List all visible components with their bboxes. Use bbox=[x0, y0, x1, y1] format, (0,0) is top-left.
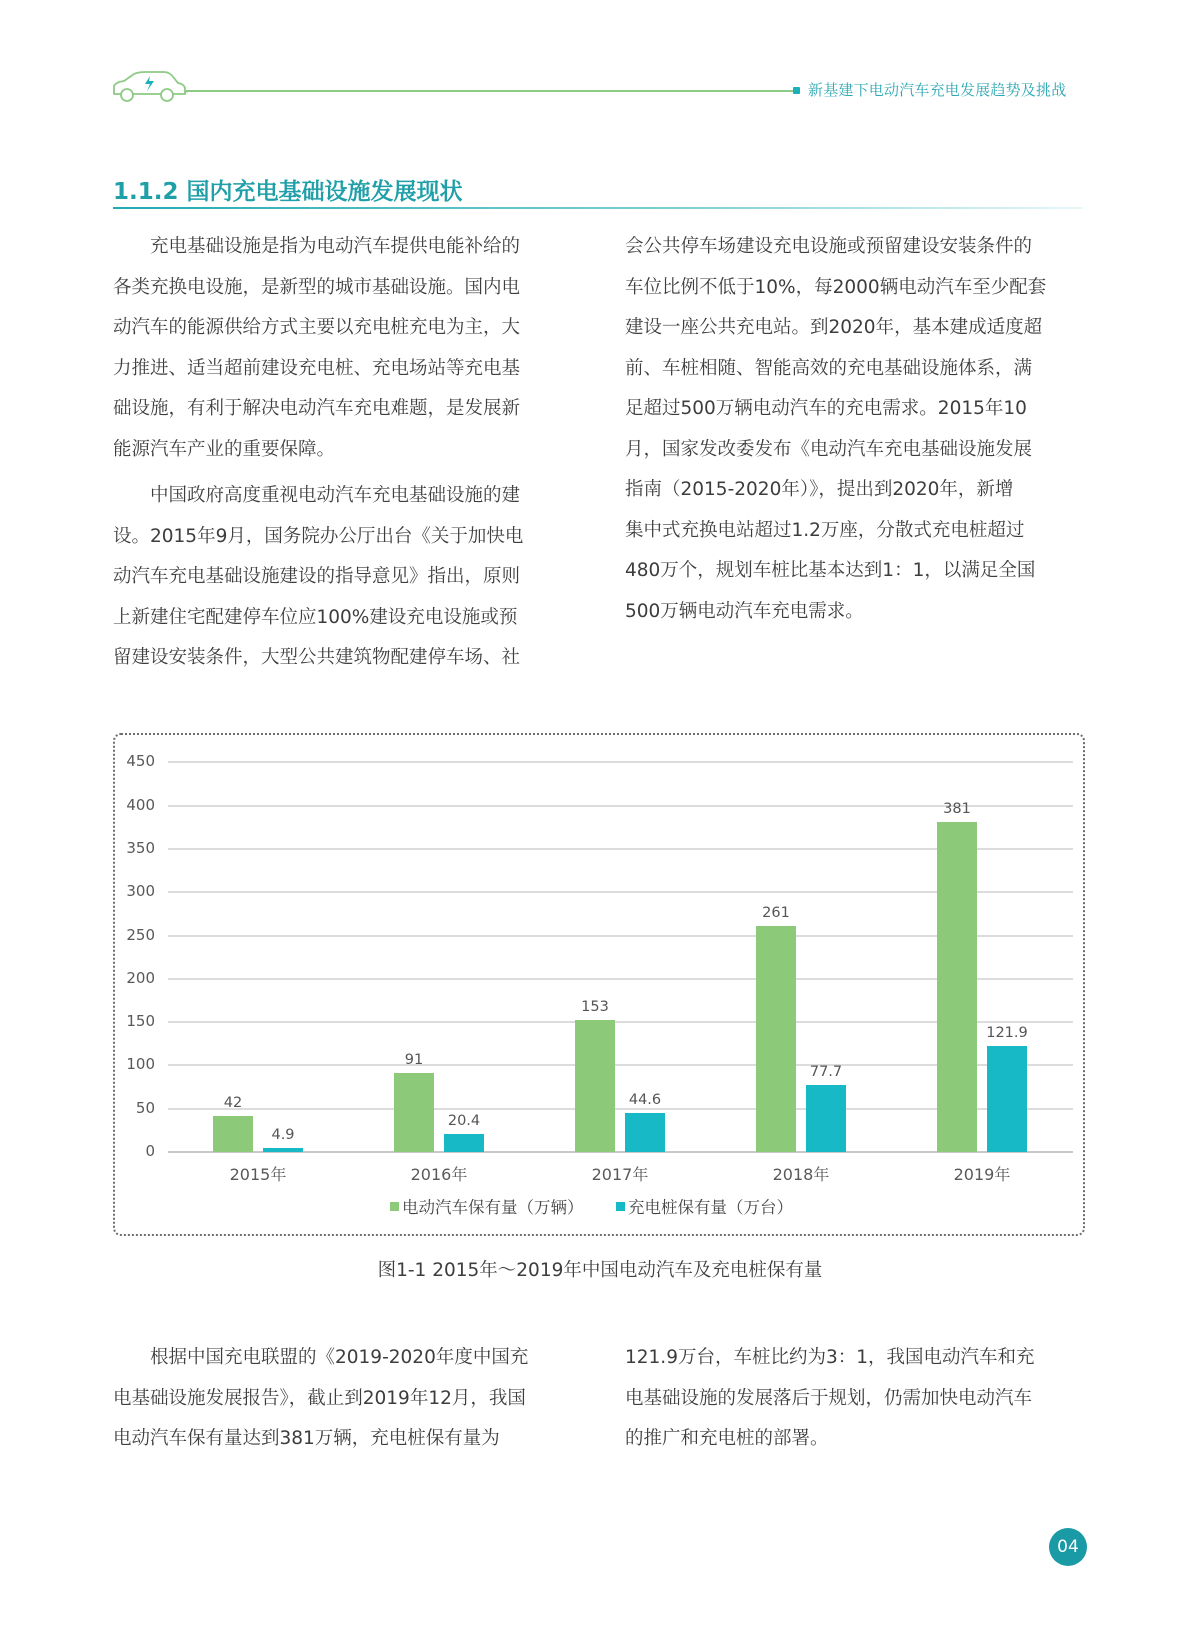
bar-ev bbox=[213, 1116, 253, 1152]
legend-swatch-charger bbox=[616, 1202, 625, 1211]
x-axis-label: 2016年 bbox=[410, 1165, 468, 1184]
running-title: 新基建下电动汽车充电发展趋势及挑战 bbox=[808, 81, 1067, 99]
y-axis-tick-label: 450 bbox=[126, 752, 155, 771]
bar-charger bbox=[806, 1085, 846, 1152]
body-right-column-bottom bbox=[625, 1338, 1035, 1460]
bar-ev bbox=[394, 1073, 434, 1152]
text-line: 充电基础设施是指为电动汽车提供电能补给的 bbox=[113, 236, 521, 257]
data-label: 91 bbox=[404, 1052, 424, 1069]
text-line: 121.9万台，车桩比约为3：1，我国电动汽车和充 bbox=[625, 1347, 1035, 1368]
text-line: 前、车桩相随、智能高效的充电基础设施体系，满 bbox=[625, 357, 1033, 379]
data-label: 20.4 bbox=[447, 1113, 481, 1130]
text-line: 电基础设施发展报告》，截止到2019年12月，我国 bbox=[113, 1387, 526, 1409]
text-line: 的推广和充电桩的部署。 bbox=[625, 1428, 829, 1449]
text-line: 月，国家发改委发布《电动汽车充电基础设施发展 bbox=[625, 438, 1033, 460]
y-axis-tick-label: 200 bbox=[126, 968, 155, 987]
y-axis-tick-label: 400 bbox=[126, 795, 155, 814]
text-line: 上新建住宅配建停车位应100%建设充电设施或预 bbox=[113, 606, 518, 628]
header-rule bbox=[186, 90, 796, 92]
header-bullet-icon bbox=[793, 87, 800, 94]
data-label: 44.6 bbox=[628, 1092, 662, 1109]
text-line: 车位比例不低于10%，每2000辆电动汽车至少配套 bbox=[625, 276, 1047, 298]
y-axis-tick-label: 150 bbox=[126, 1012, 155, 1031]
y-axis-tick-label: 250 bbox=[126, 925, 155, 944]
text-line: 480万个，规划车桩比基本达到1：1，以满足全国 bbox=[625, 560, 1036, 581]
x-axis-label: 2018年 bbox=[772, 1165, 830, 1184]
x-axis-label: 2019年 bbox=[953, 1165, 1011, 1184]
y-axis-tick-label: 350 bbox=[126, 838, 155, 857]
data-label: 4.9 bbox=[271, 1126, 295, 1143]
text-line: 建设一座公共充电站。到2020年，基本建成适度超 bbox=[625, 317, 1043, 338]
text-line: 留建设安装条件，大型公共建筑物配建停车场、社 bbox=[113, 647, 521, 668]
text-line: 会公共停车场建设充电设施或预留建设安装条件的 bbox=[625, 236, 1033, 257]
text-line: 能源汽车产业的重要保障。 bbox=[113, 438, 336, 460]
legend-swatch-ev bbox=[390, 1202, 399, 1211]
y-axis-tick-label: 300 bbox=[126, 882, 155, 901]
text-line: 中国政府高度重视电动汽车充电基础设施的建 bbox=[113, 485, 521, 506]
data-label: 42 bbox=[223, 1094, 243, 1111]
bar-charger bbox=[625, 1113, 665, 1152]
text-line: 电基础设施的发展落后于规划，仍需加快电动汽车 bbox=[625, 1387, 1033, 1409]
x-axis-label: 2015年 bbox=[229, 1165, 287, 1184]
data-label: 381 bbox=[943, 801, 971, 818]
y-axis-tick-label: 50 bbox=[135, 1098, 155, 1117]
body-left-column-bottom bbox=[113, 1338, 528, 1460]
text-line: 电动汽车保有量达到381万辆，充电桩保有量为 bbox=[113, 1428, 500, 1449]
chart-legend bbox=[390, 1194, 793, 1218]
text-line: 动汽车的能源供给方式主要以充电桩充电为主，大 bbox=[113, 317, 521, 338]
text-line: 础设施，有利于解决电动汽车充电难题，是发展新 bbox=[113, 398, 521, 419]
data-label: 261 bbox=[762, 904, 790, 921]
gridline bbox=[168, 761, 1073, 763]
y-axis-tick-label: 0 bbox=[145, 1142, 155, 1160]
electric-car-icon bbox=[110, 70, 190, 108]
text-line: 各类充换电设施，是新型的城市基础设施。国内电 bbox=[113, 276, 521, 298]
text-line: 足超过500万辆电动汽车的充电需求。2015年10 bbox=[625, 398, 1027, 419]
body-right-column bbox=[625, 227, 1085, 632]
bar-charger bbox=[444, 1134, 484, 1152]
data-label: 121.9 bbox=[986, 1025, 1028, 1042]
bar-ev bbox=[937, 822, 977, 1152]
bar-ev bbox=[575, 1020, 615, 1152]
figure-caption: 图1-1 2015年～2019年中国电动汽车及充电桩保有量 bbox=[377, 1260, 823, 1281]
text-line: 设。2015年9月，国务院办公厅出台《关于加快电 bbox=[113, 525, 524, 547]
data-label: 77.7 bbox=[809, 1063, 843, 1080]
body-left-column bbox=[113, 227, 563, 679]
bar-ev bbox=[756, 926, 796, 1152]
legend-label-charger: 充电桩保有量（万台） bbox=[628, 1198, 793, 1217]
text-line: 动汽车充电基础设施建设的指导意见》指出，原则 bbox=[113, 566, 521, 587]
bar-charger bbox=[263, 1148, 303, 1152]
section-rule bbox=[113, 207, 1083, 209]
text-line: 根据中国充电联盟的《2019-2020年度中国充 bbox=[113, 1347, 529, 1368]
page-number-badge: 04 bbox=[1049, 1528, 1087, 1566]
data-label: 153 bbox=[581, 998, 609, 1015]
text-line: 500万辆电动汽车充电需求。 bbox=[625, 600, 864, 622]
bar-charger bbox=[987, 1046, 1027, 1152]
section-title: 1.1.2 国内充电基础设施发展现状 bbox=[113, 179, 463, 205]
x-axis-label: 2017年 bbox=[591, 1165, 649, 1184]
text-line: 集中式充换电站超过1.2万座，分散式充电桩超过 bbox=[625, 519, 1025, 541]
text-line: 力推进、适当超前建设充电桩、充电场站等充电基 bbox=[113, 357, 521, 379]
text-line: 指南（2015-2020年）》，提出到2020年，新增 bbox=[625, 479, 1014, 500]
legend-label-ev: 电动汽车保有量（万辆） bbox=[402, 1198, 584, 1217]
y-axis-tick-label: 100 bbox=[126, 1055, 155, 1074]
